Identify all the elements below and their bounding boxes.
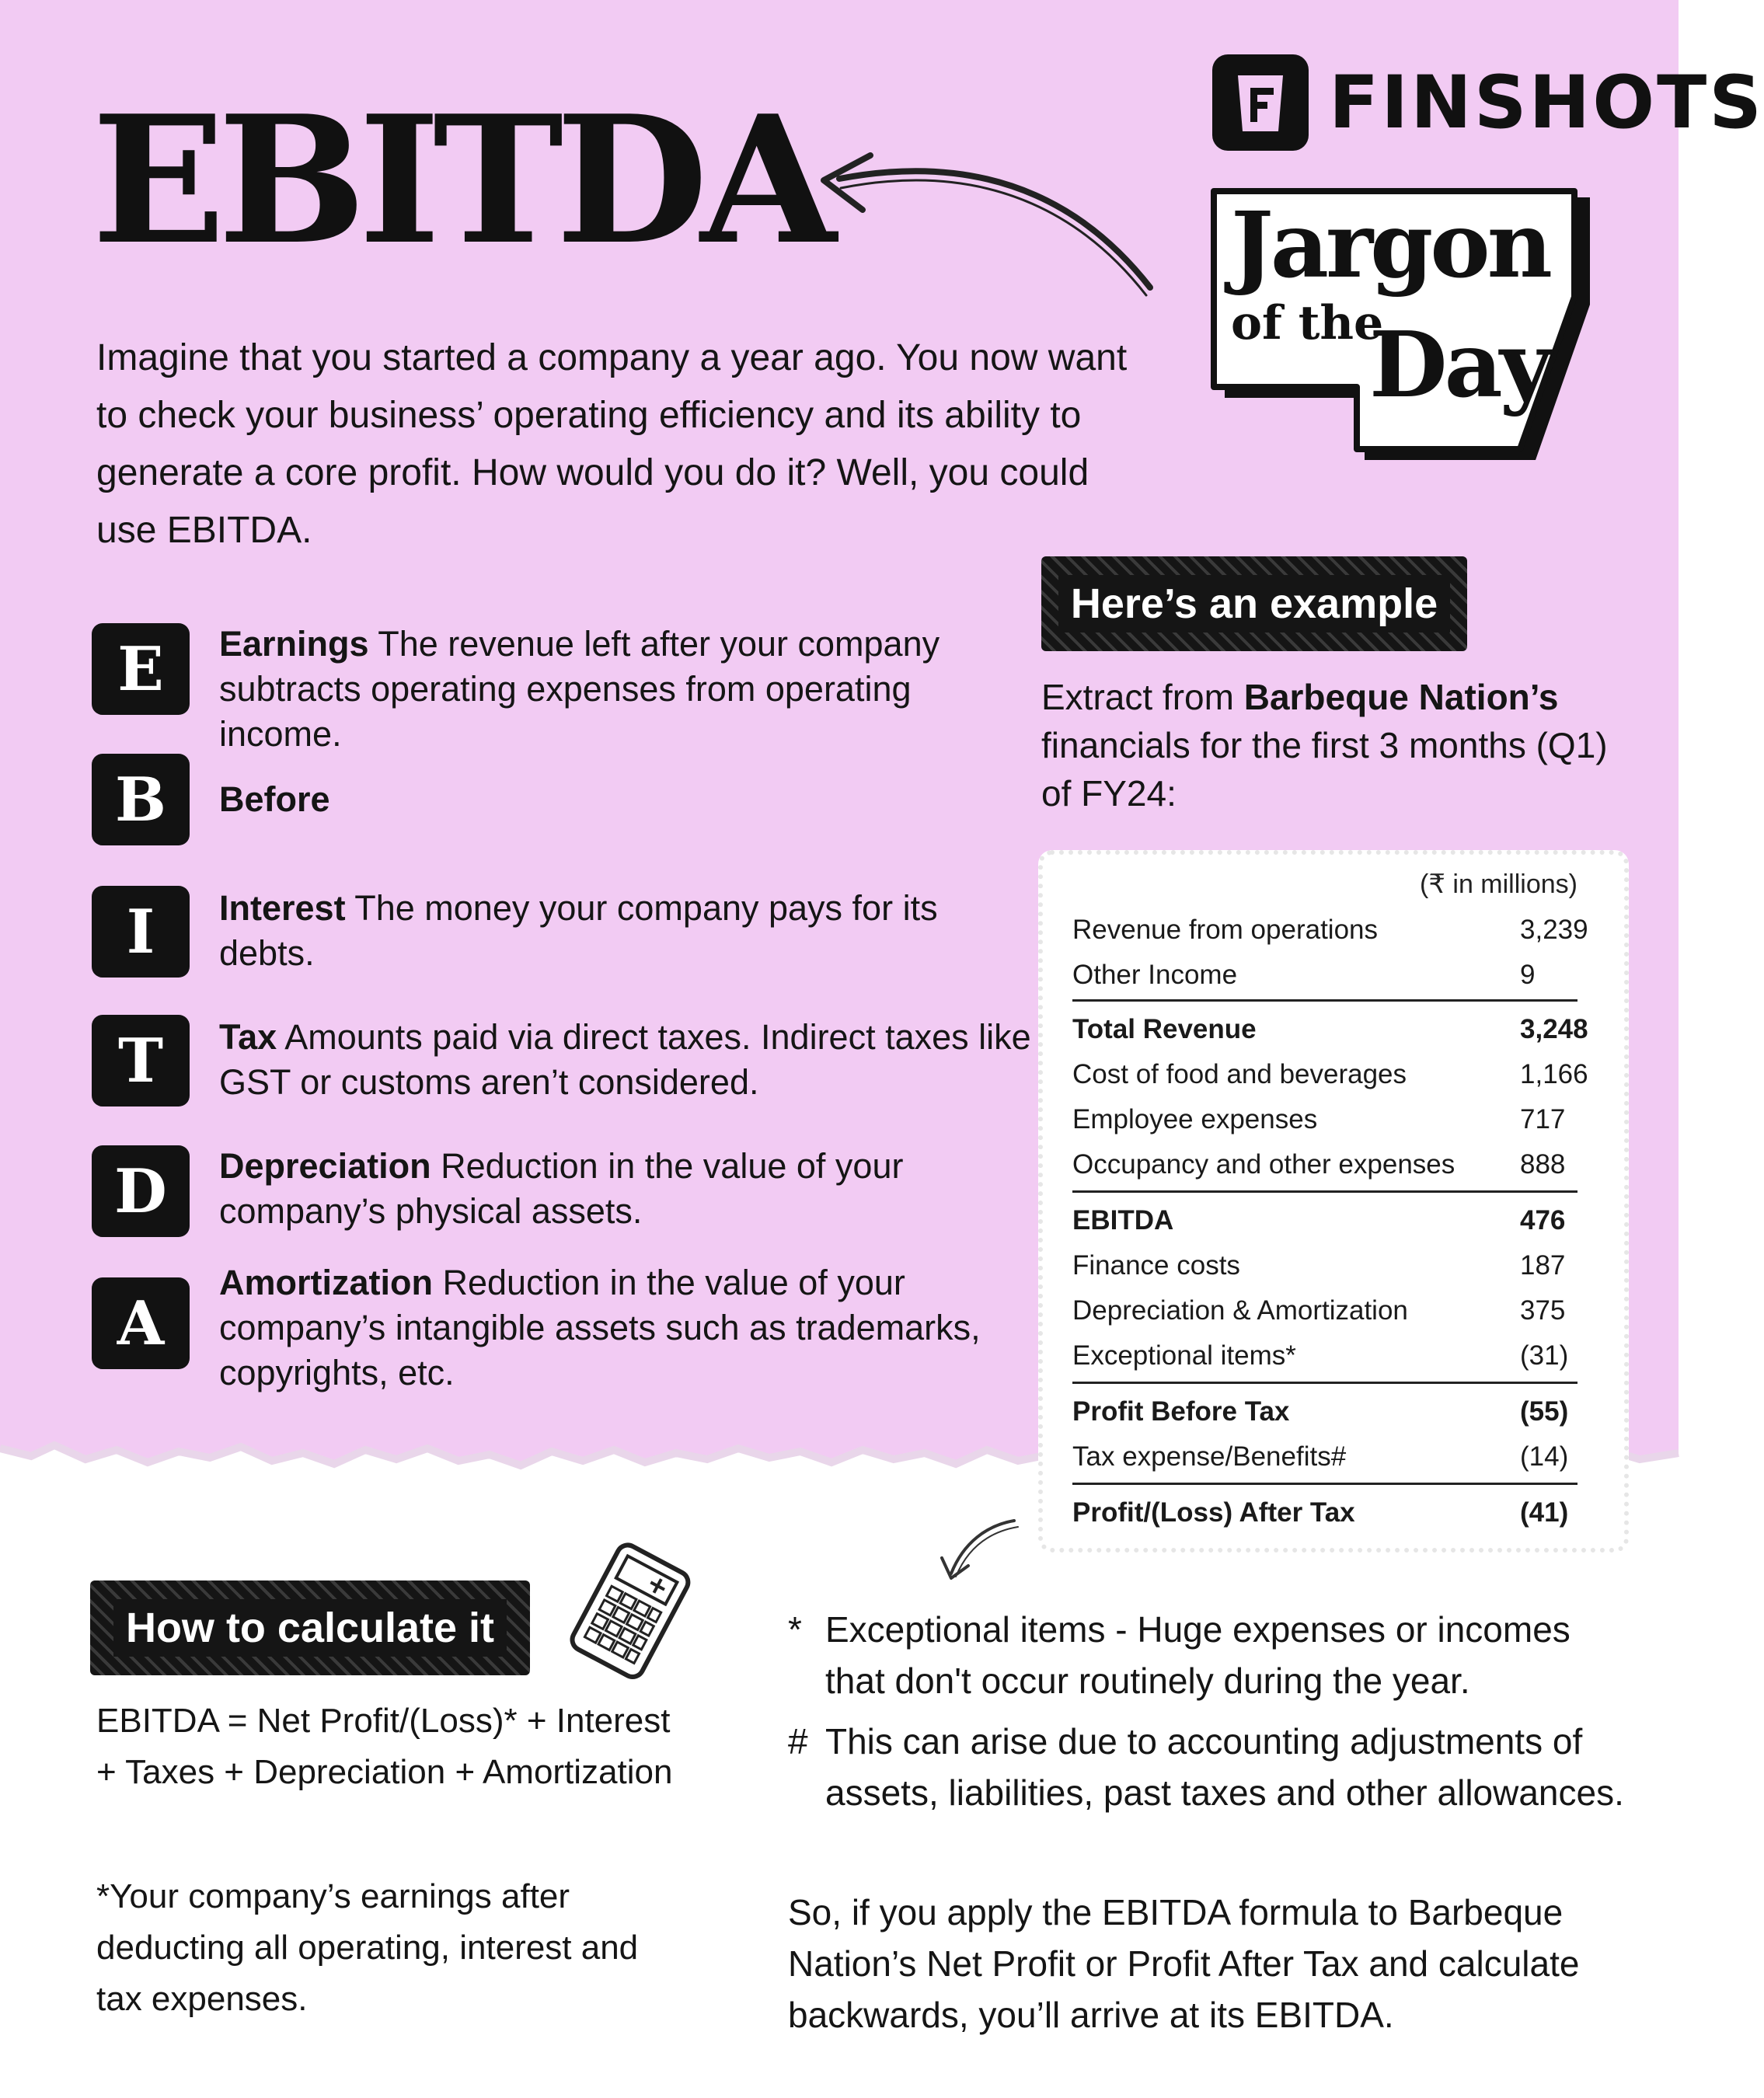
row-value: 888 [1520,1149,1566,1180]
note-exceptional [788,1604,1635,1706]
calculate-heading-text: How to calculate it [113,1599,507,1657]
row-value: (31) [1520,1340,1569,1371]
row-label: Profit/(Loss) After Tax [1072,1497,1355,1528]
ebitda-formula: EBITDA = Net Profit/(Loss)* + Interest + Taxes + Depreciation + Amortization [96,1702,673,1791]
example-subtitle [1041,673,1616,817]
badge-jargon: Jargon [1231,193,1550,298]
table-row-ebitda [1072,1198,1593,1243]
letter-term: Amortization [219,1263,433,1302]
row-label: Depreciation & Amortization [1072,1295,1408,1326]
financials-card [1038,850,1629,1553]
badge-of-the: of the [1231,296,1384,350]
note-symbol: # [788,1721,808,1762]
badge-day: Day [1369,312,1550,418]
finshots-logo [1212,54,1764,151]
example-company: Barbeque Nation’s [1243,677,1559,717]
conclusion-paragraph: So, if you apply the EBITDA formula to Barbeque Nation’s Net Profit or Profit After Tax and calculate backwards, you’ll arrive at its EBITDA. [788,1892,1580,2035]
example-heading [1041,556,1467,651]
row-label: Cost of food and beverages [1072,1059,1407,1089]
curved-arrow-icon [785,132,1173,311]
example-sub-prefix: Extract from [1041,677,1244,717]
small-arrow-icon [933,1511,1026,1589]
letter-description [219,1144,996,1234]
row-value: 476 [1520,1205,1566,1235]
letter-text: Reduction in the value of your company’s intangible assets such as trademarks, copyrights, etc. [219,1263,981,1392]
table-row [1072,1434,1593,1479]
row-value: (41) [1520,1497,1569,1528]
brand-name: FINSHOTS [1329,60,1764,145]
letter-text: The money your company pays for its debts. [219,888,938,973]
example-heading-text: Here’s an example [1058,575,1450,633]
divider [1072,1382,1577,1384]
row-value: 717 [1520,1104,1566,1134]
letter-badge: A [92,1277,190,1369]
net-profit-footnote: *Your company’s earnings after deducting all operating, interest and tax expenses. [96,1877,639,2018]
letter-badge: E [92,623,190,715]
table-row [1072,1333,1593,1378]
letter-badge: B [92,754,190,845]
divider [1072,1483,1577,1485]
letter-description [219,1015,1058,1105]
row-label: Finance costs [1072,1250,1240,1281]
row-label: EBITDA [1072,1205,1174,1235]
jargon-of-the-day-badge [1209,188,1598,468]
finshots-cup-icon [1212,54,1309,151]
table-row [1072,1052,1593,1097]
row-value: 187 [1520,1250,1566,1281]
table-row-pbt [1072,1389,1593,1434]
row-label: Tax expense/Benefits# [1072,1441,1347,1472]
letter-badge: T [92,1015,190,1107]
table-row [1072,908,1593,953]
page-title: EBITDA [92,78,829,284]
calculator-icon [560,1539,699,1686]
note-tax [788,1716,1635,1818]
letter-text: The revenue left after your company subtracts operating expenses from operating income. [219,624,940,754]
table-row [1072,953,1593,998]
note-text: Exceptional items - Huge expenses or incomes that don't occur routinely during the year. [825,1609,1571,1701]
row-label: Exceptional items* [1072,1340,1296,1371]
table-row [1072,1288,1593,1333]
row-value: 375 [1520,1295,1566,1326]
letter-term: Interest [219,888,346,928]
row-label: Total Revenue [1072,1014,1257,1044]
table-row [1072,1142,1593,1187]
row-label: Occupancy and other expenses [1072,1149,1455,1180]
letter-badge: D [92,1145,190,1237]
divider [1072,1190,1577,1193]
row-value: (14) [1520,1441,1569,1472]
row-label: Revenue from operations [1072,915,1378,945]
table-row-total [1072,1007,1593,1052]
letter-badge: I [92,886,190,978]
letter-term: Tax [219,1017,277,1057]
intro-paragraph: Imagine that you started a company a year ago. You now want to check your business’ operating efficiency and its ability to generate a core profit. How would you do it? Well, you could use EBITDA. [96,337,1128,551]
row-label: Other Income [1072,960,1238,990]
note-text: This can arise due to accounting adjustments of assets, liabilities, past taxes and other allowances. [825,1721,1624,1813]
row-label: Profit Before Tax [1072,1396,1290,1427]
row-value: 9 [1520,960,1536,990]
calculate-heading [90,1580,530,1675]
letter-description [219,886,996,976]
row-label: Employee expenses [1072,1104,1318,1134]
unit-label: (₹ in millions) [1420,870,1577,899]
letter-term: Depreciation [219,1146,431,1186]
letter-text: Amounts paid via direct taxes. Indirect taxes like GST or customs aren’t considered. [219,1017,1031,1102]
letter-term: Before [219,779,330,819]
letter-term: Earnings [219,624,369,664]
row-value: (55) [1520,1396,1569,1427]
letter-text: Reduction in the value of your company’s physical assets. [219,1146,904,1231]
table-row-pat [1072,1490,1593,1535]
table-row [1072,1243,1593,1288]
letter-description [219,777,996,822]
table-row [1072,1097,1593,1142]
row-value: 3,239 [1520,915,1588,945]
note-symbol: * [788,1609,802,1650]
letter-description [219,622,996,757]
letter-description [219,1260,996,1396]
divider [1072,999,1577,1002]
row-value: 1,166 [1520,1059,1588,1089]
example-sub-suffix: financials for the first 3 months (Q1) of FY24: [1041,725,1608,814]
row-value: 3,248 [1520,1014,1588,1044]
